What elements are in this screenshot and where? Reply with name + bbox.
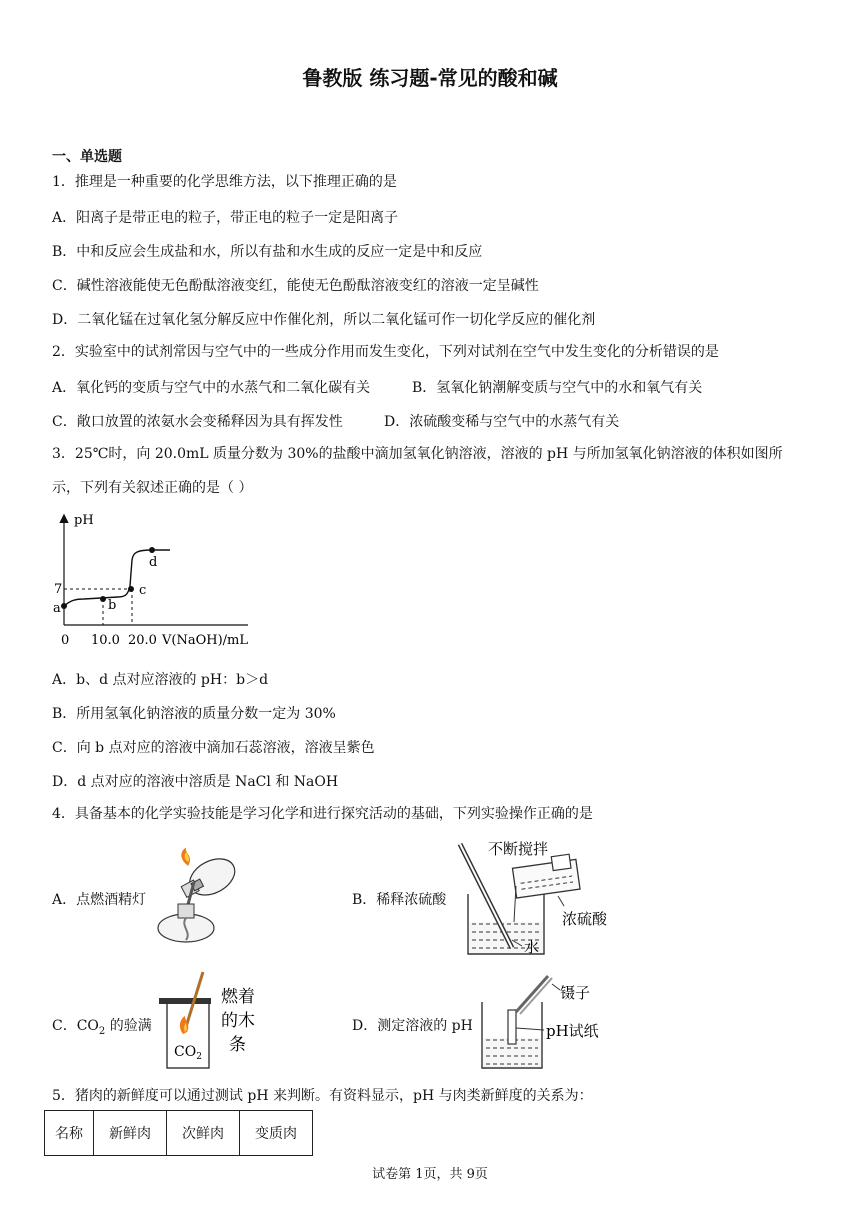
alcohol-lamp-illustration — [150, 848, 242, 946]
meat-freshness-table — [44, 1110, 313, 1156]
q2-option-b: B．氢氧化钠潮解变质与空气中的水和氧气有关 — [412, 380, 703, 396]
y-tick-7: 7 — [54, 582, 63, 597]
point-c-label: c — [139, 583, 147, 598]
point-b — [100, 596, 106, 602]
q5-stem: 5．猪肉的新鲜度可以通过测试 pH 来判断。有资料显示，pH 与肉类新鲜度的关系为： — [52, 1088, 593, 1104]
q3-stem-line1: 3．25℃时，向 20.0mL 质量分数为 30%的盐酸中滴加氢氧化钠溶液，溶液的 pH 与所加氢氧化钠溶液的体积如图所 — [52, 446, 783, 462]
q4-option-a: A．点燃酒精灯 — [52, 892, 147, 908]
q4-option-c-sub: 2 — [98, 1025, 106, 1037]
section-heading: 一、单选题 — [52, 149, 122, 165]
x-tick-10: 10.0 — [91, 633, 120, 648]
point-d-label: d — [149, 555, 158, 570]
q1-option-d: D．二氧化锰在过氧化氢分解反应中作催化剂，所以二氧化锰可作一切化学反应的催化剂 — [52, 312, 596, 328]
q4-option-c — [52, 1015, 152, 1037]
ph-paper-icon — [508, 1010, 516, 1044]
co2-test-illustration — [155, 968, 275, 1072]
q2-option-d: D．浓硫酸变稀与空气中的水蒸气有关 — [384, 414, 620, 430]
burning-stick-label-2: 的木 — [221, 1011, 255, 1031]
point-c — [128, 586, 134, 592]
x-tick-0: 0 — [61, 633, 70, 648]
q1-option-a: A．阳离子是带正电的粒子，带正电的粒子一定是阳离子 — [52, 210, 399, 226]
acid-label: 浓硫酸 — [562, 910, 608, 928]
table-header-fresh: 新鲜肉 — [94, 1111, 167, 1156]
table-header-name: 名称 — [45, 1111, 94, 1156]
y-axis-label: pH — [74, 513, 94, 528]
ph-test-illustration — [476, 972, 612, 1072]
q1-option-c: C．碱性溶液能使无色酚酞溶液变红，能使无色酚酞溶液变红的溶液一定呈碱性 — [52, 278, 539, 294]
q3-option-b: B．所用氢氧化钠溶液的质量分数一定为 30% — [52, 706, 336, 722]
page-footer: 试卷第 1页，共 9页 — [372, 1167, 488, 1182]
q4-option-b: B．稀释浓硫酸 — [352, 892, 447, 908]
page-title: 鲁教版 练习题-常见的酸和碱 — [302, 66, 558, 90]
q2-option-c: C．敞口放置的浓氨水会变稀释因为具有挥发性 — [52, 414, 343, 430]
x-tick-20: 20.0 — [128, 633, 157, 648]
q1-stem: 1．推理是一种重要的化学思维方法，以下推理正确的是 — [52, 174, 397, 190]
tweezers-icon — [516, 976, 548, 1012]
q3-option-a: A．b、d 点对应溶液的 pH：b＞d — [52, 672, 269, 688]
stir-label: 不断搅拌 — [488, 840, 549, 858]
point-a — [61, 603, 67, 609]
ph-titration-graph — [48, 508, 258, 650]
tweezers-label: 镊子 — [560, 984, 591, 1002]
burning-stick-label-3: 条 — [229, 1035, 246, 1055]
burning-stick-label-1: 燃着 — [221, 987, 255, 1007]
table-header-semi-fresh: 次鲜肉 — [167, 1111, 240, 1156]
q3-stem-line2: 示，下列有关叙述正确的是（ ） — [52, 480, 253, 496]
point-b-label: b — [108, 598, 117, 613]
x-axis-label: V(NaOH)/mL — [162, 633, 248, 648]
q4-option-d: D．测定溶液的 pH — [352, 1018, 473, 1034]
q4-option-c-post: 的验满 — [105, 1018, 152, 1034]
water-label: 水 — [524, 938, 540, 956]
q4-option-c-pre: C．CO — [52, 1018, 99, 1034]
q3-option-c: C．向 b 点对应的溶液中滴加石蕊溶液，溶液呈紫色 — [52, 740, 375, 756]
ph-paper-label: pH试纸 — [546, 1022, 599, 1040]
table-header-spoiled: 变质肉 — [240, 1111, 313, 1156]
point-a-label: a — [53, 601, 61, 616]
table-row — [45, 1111, 313, 1156]
q1-option-b: B．中和反应会生成盐和水，所以有盐和水生成的反应一定是中和反应 — [52, 244, 483, 260]
point-d — [149, 547, 155, 553]
dilute-acid-illustration — [448, 836, 610, 960]
co2-label: $CO_2$ — [174, 1044, 202, 1062]
q4-stem: 4．具备基本的化学实验技能是学习化学和进行探究活动的基础，下列实验操作正确的是 — [52, 806, 593, 822]
q2-stem: 2．实验室中的试剂常因与空气中的一些成分作用而发生变化，下列对试剂在空气中发生变化的分析错误的是 — [52, 344, 719, 360]
q2-option-a: A．氧化钙的变质与空气中的水蒸气和二氧化碳有关 — [52, 380, 371, 396]
q3-option-d: D．d 点对应的溶液中溶质是 NaCl 和 NaOH — [52, 774, 339, 790]
